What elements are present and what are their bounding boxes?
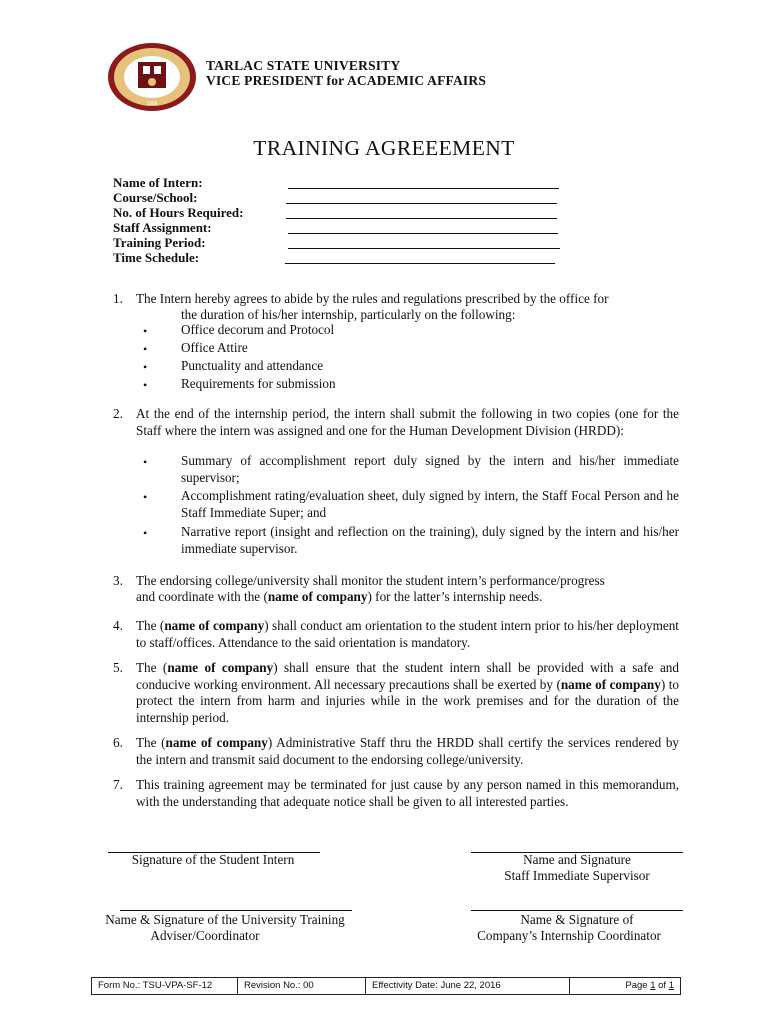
field-line-course[interactable]	[286, 191, 557, 204]
text-run: The (	[136, 618, 165, 633]
seal-year: 1906	[146, 101, 158, 107]
text-run: ) Administrative Staff thru the HRDD shall certify the services rendered by the intern and transmit said document to the endorsing college/university.	[136, 735, 680, 767]
field-label-name: Name of Intern:	[113, 175, 203, 190]
page-indicator	[570, 978, 680, 994]
effectivity-date: Effectivity Date: June 22, 2016	[366, 978, 570, 994]
item-3-line-1: The endorsing college/university shall monitor the student intern’s performance/progress	[136, 573, 605, 588]
field-line-schedule[interactable]	[285, 251, 555, 264]
item-number: 2.	[113, 406, 123, 421]
signature-role-supervisor: Staff Immediate Supervisor	[504, 868, 650, 883]
bullet: •	[143, 490, 148, 504]
text-run: The (	[136, 735, 166, 750]
page-prefix: Page	[625, 980, 651, 991]
company-placeholder: name of company	[165, 735, 268, 750]
company-placeholder: name of company	[164, 618, 265, 633]
item-1-bullet: Office decorum and Protocol	[181, 322, 335, 337]
item-1-line-1: The Intern hereby agrees to abide by the rules and regulations prescribed by the office for	[136, 291, 609, 306]
bullet: •	[143, 360, 148, 374]
text-run: ) shall conduct am orientation to the student intern prior to his/her deployment to staff/offices. Attendance to the said orientation is mandatory.	[136, 618, 679, 650]
signature-role-adviser: Adviser/Coordinator	[150, 928, 260, 943]
text-run: The (	[136, 660, 168, 675]
item-2-bullet: Narrative report (insight and reflection on the training), duly signed by the intern and his/her immediate supervisor.	[181, 524, 679, 556]
signature-label-adviser: Name & Signature of the University Training	[105, 912, 345, 927]
bullet: •	[143, 378, 148, 392]
item-6-text	[136, 735, 679, 768]
item-1-bullet: Office Attire	[181, 340, 248, 355]
text-run: ) for the latter’s internship needs.	[367, 589, 543, 604]
field-line-staff[interactable]	[288, 221, 558, 234]
document-title: TRAINING AGREEEMENT	[253, 136, 515, 160]
field-line-period[interactable]	[288, 236, 560, 249]
signature-line-coordinator[interactable]	[471, 910, 683, 911]
item-1-line-2: the duration of his/her internship, particularly on the following:	[181, 307, 516, 322]
item-4-text	[136, 618, 679, 651]
item-number: 1.	[113, 291, 123, 306]
field-label-hours: No. of Hours Required:	[113, 205, 244, 220]
item-7-text: This training agreement may be terminated for just cause by any person named in this memorandum, with the understanding that adequate notice shall be given to all interested parties.	[136, 777, 679, 809]
field-label-staff: Staff Assignment:	[113, 220, 212, 235]
item-number: 5.	[113, 660, 123, 675]
text-run: ) shall ensure that the student intern shall be provided with a safe and conducive working environment. All necessary precautions shall be exerted by (	[136, 660, 679, 692]
company-placeholder: name of company	[167, 660, 274, 675]
field-line-hours[interactable]	[286, 206, 557, 219]
item-number: 6.	[113, 735, 123, 750]
bullet: •	[143, 526, 148, 540]
item-3-line-2	[136, 589, 679, 606]
text-run: and coordinate with the (	[136, 589, 268, 604]
signature-label-coordinator: Name & Signature of	[520, 912, 634, 927]
item-number: 7.	[113, 777, 123, 792]
field-label-schedule: Time Schedule:	[113, 250, 200, 265]
signature-label-intern: Signature of the Student Intern	[131, 852, 295, 867]
item-number: 3.	[113, 573, 123, 588]
page-total: 1	[668, 980, 674, 991]
item-5-text	[136, 660, 679, 726]
item-number: 4.	[113, 618, 123, 633]
company-placeholder: name of company	[267, 589, 368, 604]
signature-line-adviser[interactable]	[120, 910, 352, 911]
item-1-bullet: Punctuality and attendance	[181, 358, 324, 373]
university-seal	[107, 42, 197, 112]
field-label-period: Training Period:	[113, 235, 206, 250]
signature-role-coordinator: Company’s Internship Coordinator	[477, 928, 661, 943]
signature-label-supervisor: Name and Signature	[523, 852, 631, 867]
item-2-bullet: Summary of accomplishment report duly signed by the intern and his/her immediate supervisor;	[181, 453, 679, 485]
bullet: •	[143, 324, 148, 338]
item-1-bullet: Requirements for submission	[181, 376, 336, 391]
field-line-name[interactable]	[288, 176, 559, 189]
item-2-bullet: Accomplishment rating/evaluation sheet, duly signed by intern, the Staff Focal Person and he Staff Immediate Super; and	[181, 488, 679, 520]
form-footer	[91, 977, 681, 995]
item-2-text: At the end of the internship period, the intern shall submit the following in two copies (one for the Staff where the intern was assigned and one for the Human Development Division (HRDD):	[136, 406, 679, 438]
bullet: •	[143, 342, 148, 356]
field-label-course: Course/School:	[113, 190, 198, 205]
bullet: •	[143, 455, 148, 469]
university-name: TARLAC STATE UNIVERSITY	[206, 58, 401, 73]
page-of: of	[655, 980, 669, 991]
page-number: 1	[650, 980, 656, 991]
company-placeholder: name of company	[560, 676, 661, 692]
text-run: ) to protect the intern from harm and injuries while in the work premises and for the duration of the internship period.	[136, 676, 679, 725]
office-name: VICE PRESIDENT for ACADEMIC AFFAIRS	[206, 73, 487, 88]
revision-number: Revision No.: 00	[238, 978, 366, 994]
form-number: Form No.: TSU-VPA-SF-12	[92, 978, 238, 994]
